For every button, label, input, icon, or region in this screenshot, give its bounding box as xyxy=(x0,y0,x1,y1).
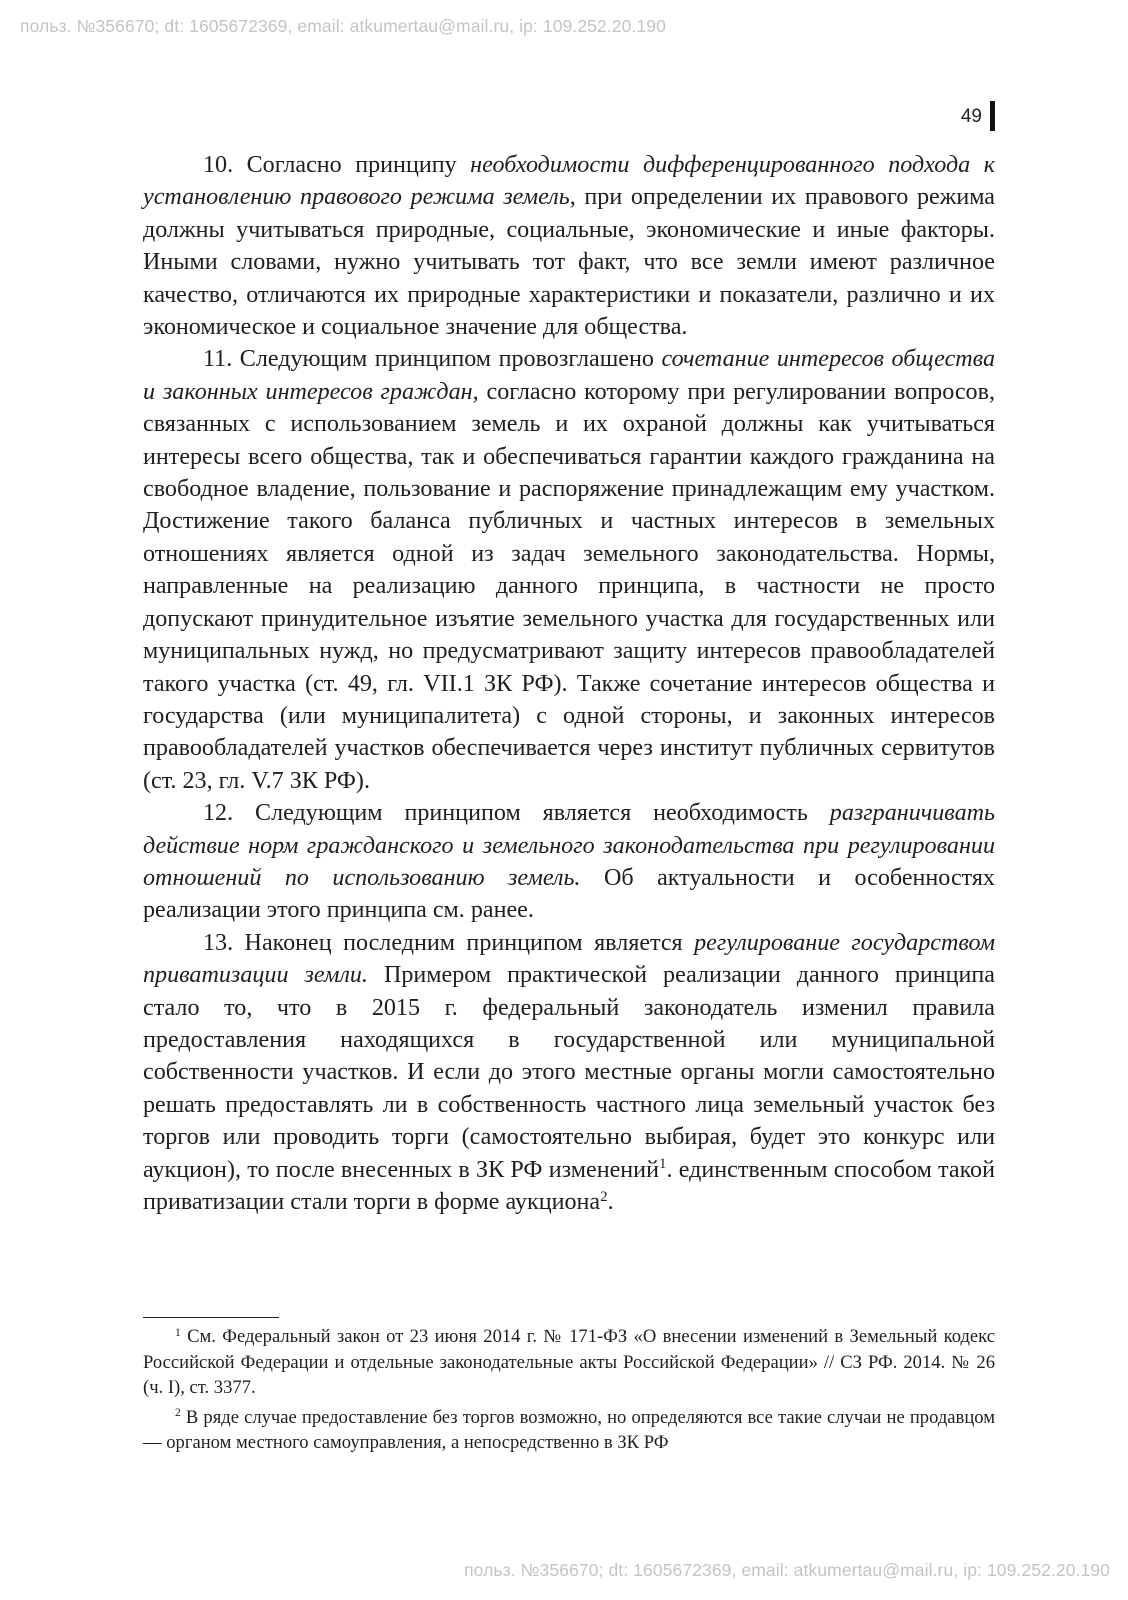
footnote-2-text: В ряде случае предоставление без торгов возможно, но определяются все такие случаи не продавцом — органом местного самоуправления, а непосредственно в ЗК РФ xyxy=(143,1406,995,1453)
paragraph-11-lead: 11. Следующим принципом провозглашено xyxy=(203,346,662,373)
watermark-bottom: польз. №356670; dt: 1605672369, email: atkumertau@mail.ru, ip: 109.252.20.190 xyxy=(464,1560,1110,1580)
footnote-ref-1[interactable]: 1 xyxy=(658,1156,667,1173)
paragraph-13-italic: регулирование государством приватизации земли. xyxy=(143,929,995,989)
paragraph-10-italic: необходимости дифференцированного подхода к установлению правового режима земель xyxy=(143,152,995,211)
paragraph-13 xyxy=(143,927,995,1219)
paragraph-12-lead: 12. Следующим принципом является необходимость xyxy=(203,800,830,827)
footnote-1 xyxy=(143,1324,995,1401)
paragraph-12 xyxy=(143,797,995,927)
paragraph-10-rest: , при определении их правового режима должны учитываться природные, социальные, экономические и иные факторы. Иными словами, нужно учитывать тот факт, что все земли имеют различное качество, отличаются их природные характеристики и показатели, различно и их экономическое и социальное значение для общества. xyxy=(143,184,995,341)
paragraph-13-rest-c: . xyxy=(607,1189,614,1215)
paragraph-11-italic: сочетание интересов общества и законных интересов граждан, xyxy=(143,346,995,405)
footnotes xyxy=(143,1324,995,1460)
main-text xyxy=(143,149,995,1218)
paragraph-12-rest: Об актуальности и особенностях реализации этого принципа см. ранее. xyxy=(143,864,995,924)
footnote-ref-2[interactable]: 2 xyxy=(600,1188,608,1205)
paragraph-13-rest-a: Примером практической реализации данного принципа стало то, что в 2015 г. федеральный законодатель изменил правила предоставления находящихся в государственной или муниципальной собственности участков. И если до этого местные органы могли самостоятельно решать предоставлять ли в собственность частного лица земельный участок без торгов или проводить торги (самостоятельно выбирая, будет это конкурс или аукцион), то после внесенных в ЗК РФ изменений xyxy=(143,962,995,1183)
paragraph-13-rest-b: . единственным способом такой приватизации стали торги в форме аукциона xyxy=(143,1156,996,1215)
watermark-top: польз. №356670; dt: 1605672369, email: atkumertau@mail.ru, ip: 109.252.20.190 xyxy=(20,16,666,36)
paragraph-13-lead: 13. Наконец последним принципом является xyxy=(203,929,695,956)
paragraph-11-rest: согласно которому при регулировании вопросов, связанных с использованием земель и их охраной должны как учитываться интересы всего общества, так и обеспечиваться гарантии каждого гражданина на свободное владение, пользование и распоряжение принадлежащим ему участком. Достижение такого баланса публичных и частных интересов в земельных отношениях является одной из задач земельного законодательства. Нормы, направленные на реализацию данного принципа, в частности не просто допускают принудительное изъятие земельного участка для государственных или муниципальных нужд, но предусматривают защиту интересов правообладателей такого участка (ст. 49, гл. VII.1 ЗК РФ). Также сочетание интересов общества и государства (или муниципалитета) с одной стороны, и законных интересов правообладателей участков обеспечивается через институт публичных сервитутов (ст. 23, гл. V.7 ЗК РФ). xyxy=(143,378,995,794)
footnote-2-marker: 2 xyxy=(175,1407,181,1420)
page-number-bar xyxy=(990,101,995,131)
footnote-2 xyxy=(143,1405,995,1456)
paragraph-10-lead: 10. Согласно принципу xyxy=(203,152,471,178)
footnote-1-marker: 1 xyxy=(175,1326,181,1339)
footnote-separator xyxy=(143,1317,279,1318)
paragraph-10 xyxy=(143,149,995,343)
page-number: 49 xyxy=(960,106,982,127)
paragraph-12-italic: разграничивать действие норм гражданского и земельного законодательства при регулировании отношений по использованию земель. xyxy=(143,800,995,891)
footnote-1-text: См. Федеральный закон от 23 июня 2014 г. № 171-ФЗ «О внесении изменений в Земельный кодекс Российской Федерации и отдельные законодательные акты Российской Федерации» // СЗ РФ. 2014. № 26 (ч. I), ст. 3377. xyxy=(143,1326,995,1398)
paragraph-11 xyxy=(143,343,995,797)
